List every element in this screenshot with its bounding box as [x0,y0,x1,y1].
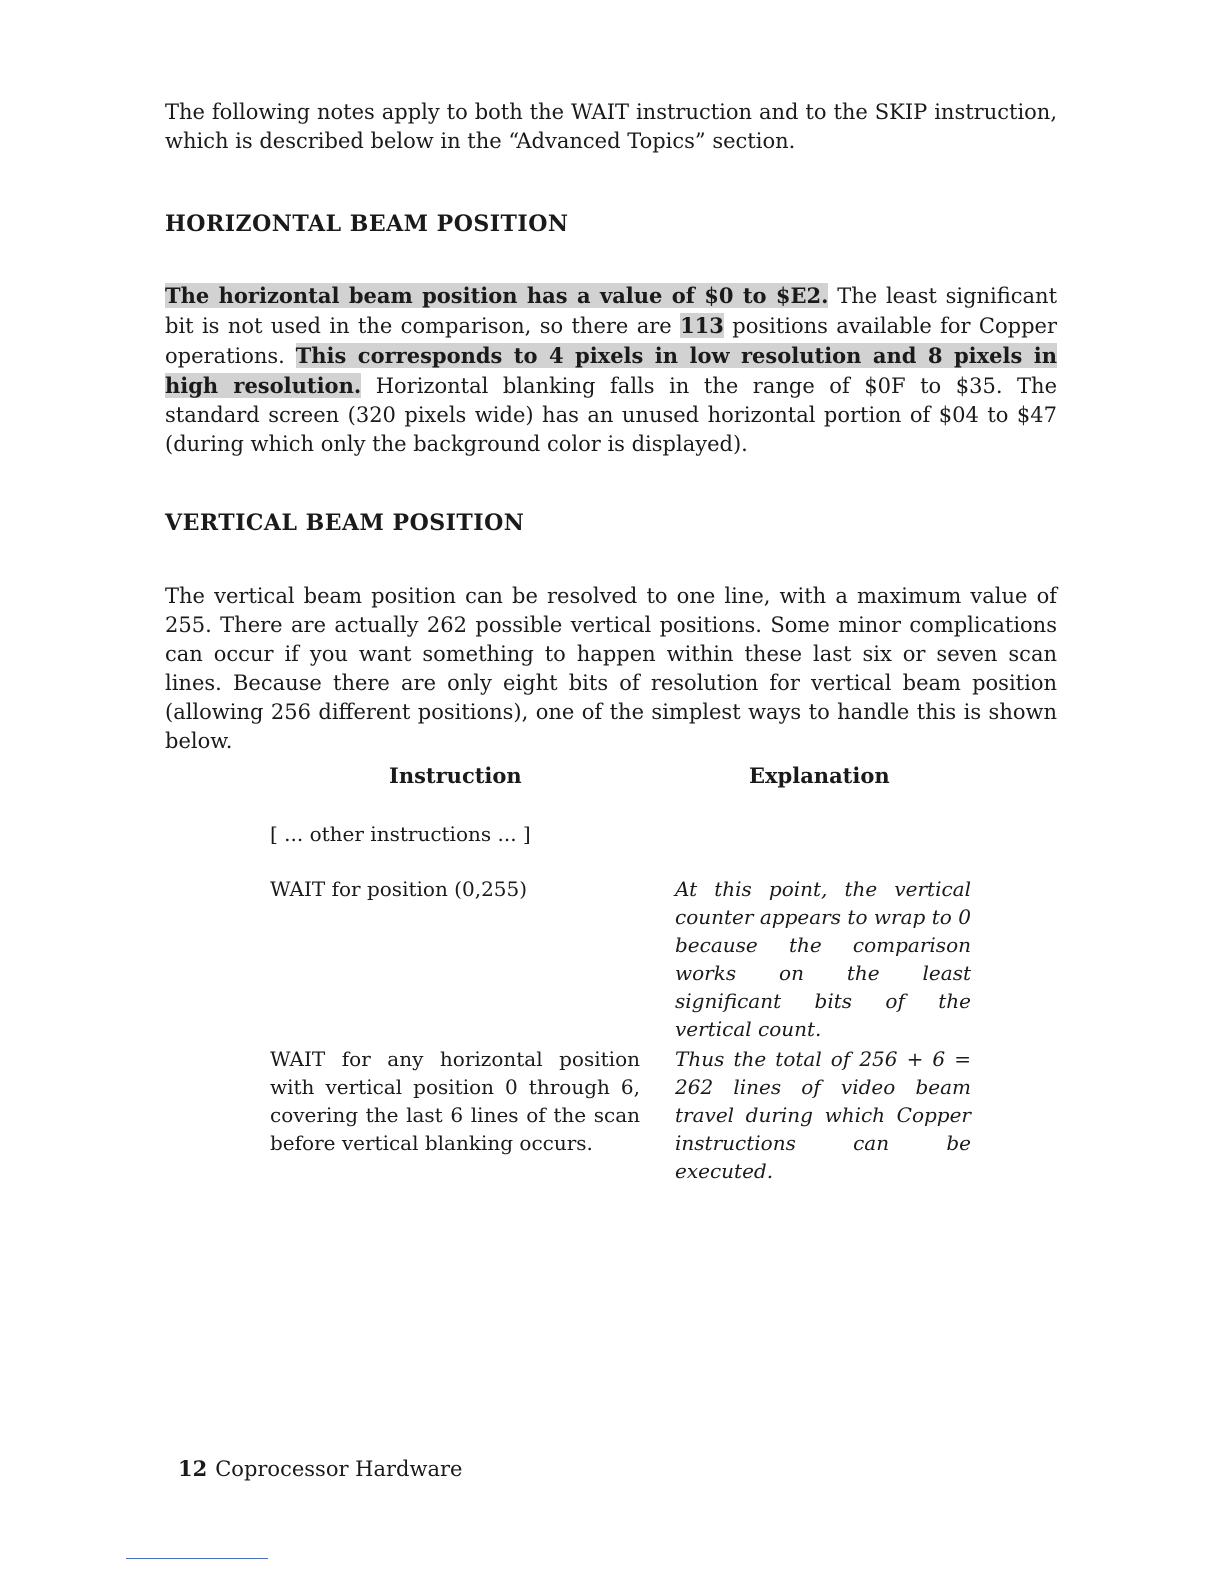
table-row-explanation: Thus the total of 256 + 6 = 262 lines of video beam travel during which Copper instructions can be executed. [675,1047,971,1183]
horizontal-text-2: positions available for Copper operations. [165,314,1057,368]
footer-section-title: Coprocessor Hardware [215,1457,463,1481]
instruction-column-header: Instruction [389,763,522,788]
table-row-explanation: At this point, the vertical counter appears to wrap to 0 because the comparison works on the least significant bits of the vertical count. [675,877,971,1041]
horizontal-paragraph [165,281,1057,459]
highlight-113: 113 [680,313,724,338]
page-footer [178,1456,462,1481]
footnote-rule [126,1558,268,1559]
horizontal-text-1: The least significant bit is not used in the comparison, so there are [165,284,1058,338]
table-row-instruction: [ ... other instructions ... ] [270,822,531,846]
horizontal-heading: HORIZONTAL BEAM POSITION [165,211,569,237]
page-number: 12 [178,1456,208,1481]
table-row-instruction: WAIT for any horizontal position with vertical position 0 through 6, covering the last 6 lines of the scan before vertical blanking occurs. [270,1047,640,1155]
vertical-heading: VERTICAL BEAM POSITION [165,510,525,536]
table-row-instruction: WAIT for position (0,255) [270,877,528,901]
highlight-pixels: This corresponds to 4 pixels in low resolution and 8 pixels in high resolution. [165,343,1057,398]
horizontal-text-3: Horizontal blanking falls in the range of $0F to $35. The standard screen (320 pixels wide) has an unused horizontal portion of $04 to $47 (during which only the background color is displayed). [165,374,1057,456]
vertical-paragraph: The vertical beam position can be resolved to one line, with a maximum value of 255. There are actually 262 possible vertical positions. Some minor complications can occur if you want something to happen within these last six or seven scan lines. Because there are only eight bits of resolution for vertical beam position (allowing 256 different positions), one of the simplest ways to handle this is shown below. [165,584,1057,753]
intro-paragraph: The following notes apply to both the WAIT instruction and to the SKIP instruction, which is described below in the “Advanced Topics” section. [165,100,1057,153]
explanation-column-header: Explanation [749,763,890,788]
highlight-range: The horizontal beam position has a value of $0 to $E2. [165,283,829,308]
